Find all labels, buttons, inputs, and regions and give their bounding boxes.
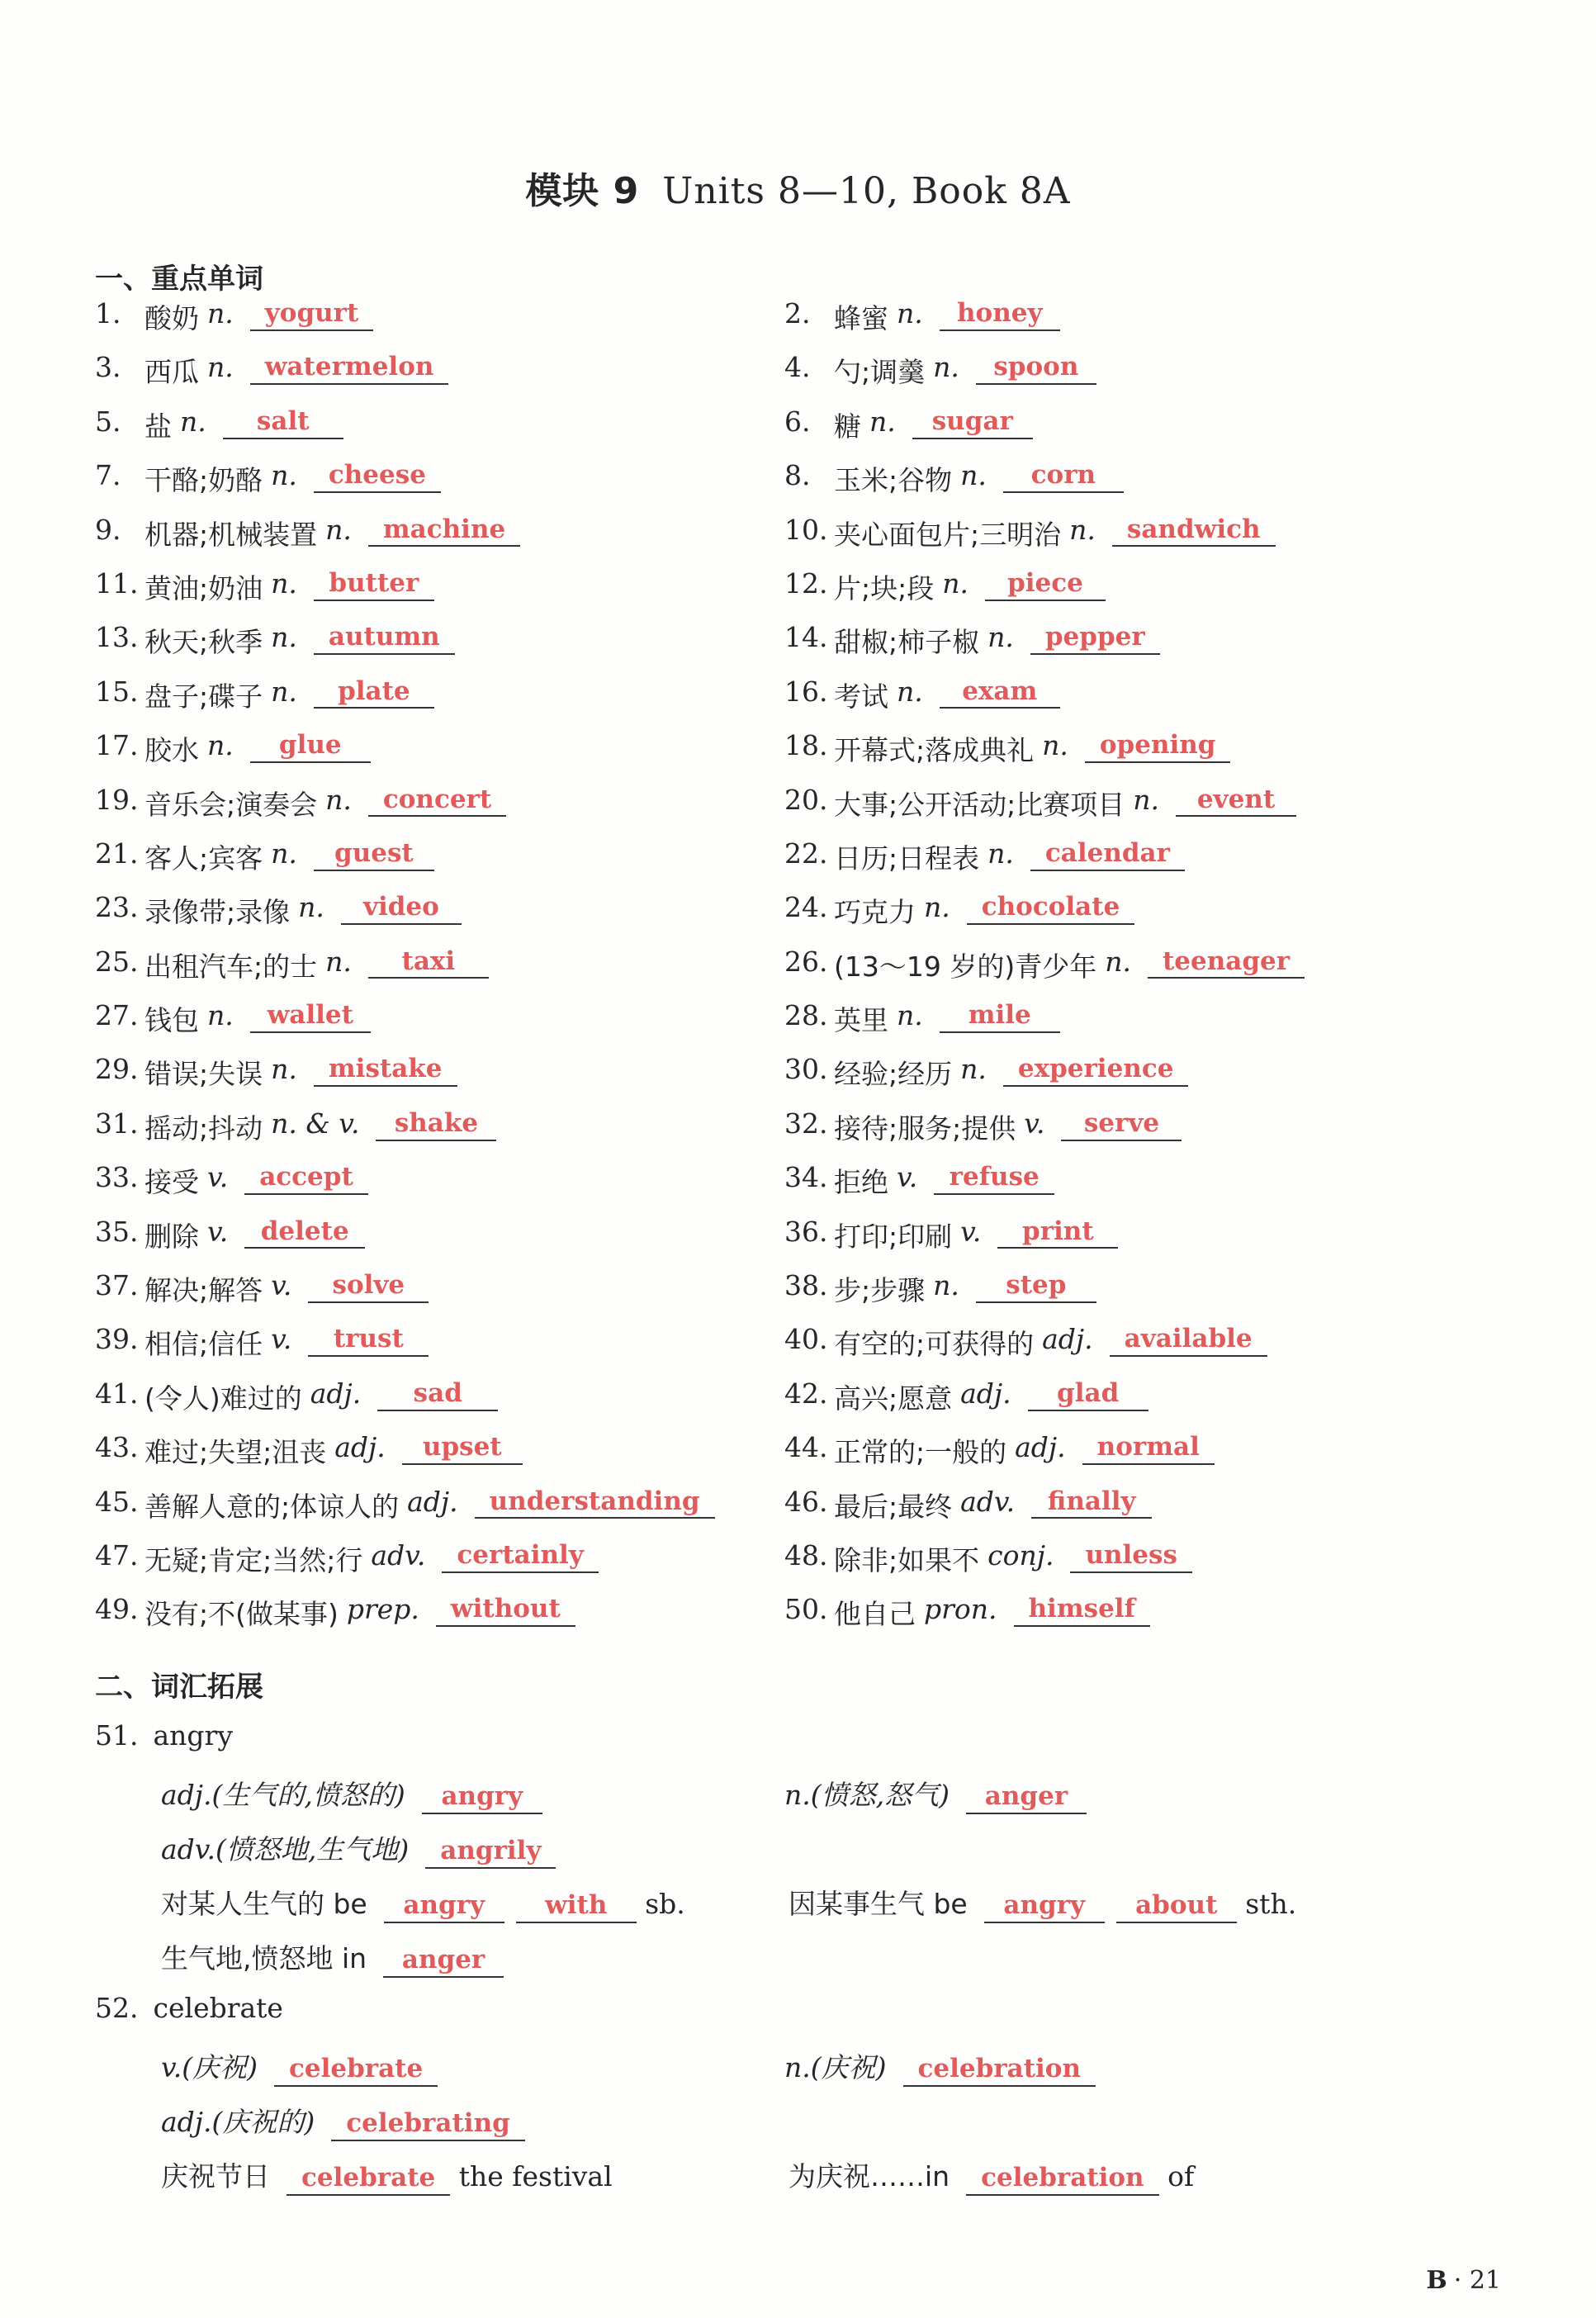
- page-title: [0, 161, 1596, 214]
- answer-blank: certainly: [442, 1539, 598, 1573]
- answer-blank: autumn: [314, 621, 455, 655]
- vocab-pos: n.: [942, 566, 968, 600]
- ext-item-51: 51. angry: [95, 1719, 233, 1752]
- vocab-item: [784, 459, 1548, 513]
- vocab-pos: n.: [298, 891, 324, 924]
- vocab-item: [784, 784, 1548, 837]
- vocab-chinese: 出租汽车;的士: [144, 950, 318, 983]
- vocab-pos: n.: [207, 999, 234, 1032]
- vocab-chinese: 胶水: [144, 734, 199, 767]
- vocab-item: [784, 675, 1548, 729]
- vocab-number: 38.: [784, 1269, 828, 1302]
- vocab-item: [95, 1593, 784, 1647]
- vocab-chinese: 秋天;秋季: [144, 626, 263, 659]
- vocab-number: 26.: [784, 945, 828, 978]
- vocab-item: [95, 1269, 784, 1323]
- vocab-chinese: 盘子;碟子: [144, 680, 263, 713]
- vocab-pos: adj.: [1042, 1323, 1093, 1356]
- vocab-number: 35.: [95, 1215, 139, 1248]
- answer-blank: normal: [1082, 1431, 1215, 1465]
- section-heading-vocab-extension: 二、词汇拓展: [95, 1671, 263, 1704]
- answer-blank: opening: [1085, 729, 1231, 763]
- vocab-number: 30.: [784, 1053, 828, 1086]
- vocab-pos: n.: [933, 351, 959, 384]
- vocab-item: [95, 514, 784, 567]
- answer-blank: event: [1176, 784, 1296, 818]
- ext-line-verb: v.(庆祝) celebrate: [161, 2046, 438, 2087]
- vocab-chinese: 删除: [144, 1220, 199, 1253]
- vocab-item: [784, 837, 1548, 891]
- answer-blank: watermelon: [250, 351, 449, 385]
- vocab-chinese: 难过;失望;沮丧: [144, 1436, 327, 1469]
- vocab-chinese: 蜂蜜: [834, 302, 888, 334]
- answer-blank: cheese: [314, 459, 441, 493]
- vocab-item: [95, 729, 784, 783]
- vocab-item: [784, 514, 1548, 567]
- answer-blank: celebration: [903, 2053, 1096, 2087]
- vocab-item: [784, 1107, 1548, 1161]
- answer-blank: angry: [422, 1780, 542, 1814]
- vocab-chinese: 机器;机械装置: [144, 518, 318, 551]
- answer-blank: step: [976, 1269, 1096, 1303]
- vocab-pos: n.: [325, 513, 352, 546]
- vocab-item: [95, 1053, 784, 1107]
- vocab-item: [784, 567, 1548, 621]
- vocab-pos: n.: [897, 999, 923, 1032]
- vocab-number: 3.: [95, 351, 121, 384]
- answer-blank: celebration: [966, 2162, 1159, 2196]
- answer-blank: celebrating: [331, 2107, 525, 2141]
- ext-line-noun: n.(愤怒,怒气) anger: [784, 1774, 1087, 1814]
- vocab-number: 22.: [784, 837, 828, 870]
- vocab-number: 10.: [784, 513, 828, 546]
- answer-blank: taxi: [368, 946, 489, 979]
- vocab-item: [95, 1107, 784, 1161]
- vocab-pos: v.: [271, 1323, 292, 1356]
- answer-blank: unless: [1070, 1539, 1191, 1573]
- vocab-number: 19.: [95, 783, 139, 816]
- vocab-item: [95, 621, 784, 675]
- vocab-item: [95, 675, 784, 729]
- vocab-chinese: 他自己: [834, 1598, 916, 1631]
- answer-blank: honey: [940, 297, 1060, 331]
- vocab-pos: n.: [271, 621, 297, 654]
- vocab-pos: n.: [1042, 729, 1068, 762]
- vocab-pos: v.: [271, 1269, 292, 1302]
- vocab-number: 48.: [784, 1538, 828, 1571]
- vocab-chinese: 甜椒;柿子椒: [834, 626, 980, 659]
- vocab-chinese: 接待;服务;提供: [834, 1112, 1016, 1145]
- vocab-number: 1.: [95, 297, 121, 329]
- vocab-chinese: 日历;日程表: [834, 841, 980, 875]
- ext-line-celebration: n.(庆祝) celebration: [784, 2046, 1096, 2087]
- vocab-pos: v.: [207, 1161, 229, 1194]
- vocab-pos: n.: [933, 1269, 959, 1302]
- answer-blank: chocolate: [967, 891, 1135, 925]
- vocab-item: [784, 1161, 1548, 1215]
- vocab-pos: conj.: [987, 1538, 1054, 1571]
- vocab-chinese: 最后;最终: [834, 1490, 953, 1523]
- vocab-number: 23.: [95, 891, 139, 924]
- vocab-item: [784, 405, 1548, 459]
- vocab-item: [784, 621, 1548, 675]
- answer-blank: celebrate: [287, 2162, 450, 2196]
- vocab-chinese: 除非;如果不: [834, 1543, 980, 1576]
- vocab-number: 36.: [784, 1215, 828, 1248]
- vocab-chinese: 录像带;录像: [144, 896, 291, 929]
- vocab-number: 32.: [784, 1107, 828, 1140]
- vocab-pos: n.: [987, 837, 1014, 870]
- vocab-item: [95, 891, 784, 945]
- vocab-pos: n. & v.: [271, 1107, 360, 1140]
- answer-blank: machine: [368, 514, 520, 548]
- vocab-pos: adj.: [310, 1377, 362, 1410]
- vocab-chinese: 解决;解答: [144, 1274, 263, 1307]
- vocab-chinese: 打印;印刷: [834, 1220, 953, 1253]
- vocab-number: 9.: [95, 513, 121, 546]
- answer-blank: trust: [308, 1323, 429, 1357]
- section-heading-key-words: 一、重点单词: [95, 263, 263, 296]
- vocab-chinese: 盐: [144, 410, 172, 443]
- vocab-chinese: 玉米;谷物: [834, 464, 953, 497]
- vocab-chinese: 有空的;可获得的: [834, 1328, 1035, 1361]
- answer-blank: understanding: [475, 1486, 715, 1519]
- vocab-number: 24.: [784, 891, 828, 924]
- vocab-chinese: 片;块;段: [834, 571, 935, 604]
- answer-blank: video: [341, 891, 462, 925]
- answer-blank: anger: [383, 1944, 504, 1978]
- vocab-pos: n.: [271, 1053, 297, 1086]
- units-label: Units 8—10, Book 8A: [662, 170, 1071, 212]
- vocab-list: [95, 297, 1548, 1647]
- vocab-chinese: (令人)难过的: [144, 1382, 302, 1415]
- vocab-pos: n.: [207, 351, 234, 384]
- vocab-pos: n.: [207, 297, 234, 329]
- vocab-number: 4.: [784, 351, 811, 384]
- answer-blank: refuse: [934, 1161, 1054, 1195]
- vocab-pos: n.: [960, 1053, 987, 1086]
- answer-blank: sad: [377, 1377, 498, 1411]
- answer-blank: salt: [223, 405, 343, 439]
- vocab-number: 7.: [95, 459, 121, 492]
- answer-blank: wallet: [250, 999, 371, 1033]
- vocab-number: 21.: [95, 837, 139, 870]
- answer-blank: shake: [376, 1107, 496, 1141]
- vocab-item: [784, 1216, 1548, 1269]
- vocab-number: 44.: [784, 1431, 828, 1464]
- vocab-number: 28.: [784, 999, 828, 1032]
- footer-letter: B: [1426, 2266, 1447, 2295]
- vocab-pos: adj.: [334, 1431, 386, 1464]
- vocab-pos: n.: [897, 297, 923, 329]
- vocab-pos: n.: [1105, 945, 1131, 978]
- ext-line-adj-celebrating: adj.(庆祝的) celebrating: [161, 2101, 525, 2141]
- vocab-chinese: 酸奶: [144, 302, 199, 334]
- vocab-number: 41.: [95, 1377, 139, 1410]
- vocab-item: [95, 1216, 784, 1269]
- vocab-chinese: 干酪;奶酪: [144, 464, 263, 497]
- vocab-number: 12.: [784, 566, 828, 600]
- vocab-pos: adj.: [1015, 1431, 1066, 1464]
- answer-blank: exam: [940, 675, 1060, 709]
- vocab-chinese: (13～19 岁的)青少年: [834, 950, 1097, 983]
- vocab-pos: adv.: [960, 1485, 1016, 1518]
- answer-blank: pepper: [1030, 621, 1160, 655]
- answer-blank: finally: [1031, 1486, 1152, 1519]
- vocab-pos: n.: [271, 675, 297, 708]
- answer-blank: glue: [250, 729, 371, 763]
- answer-blank: angrily: [425, 1835, 556, 1869]
- vocab-chinese: 相信;信任: [144, 1328, 263, 1361]
- vocab-chinese: 音乐会;演奏会: [144, 788, 318, 821]
- vocab-number: 20.: [784, 783, 828, 816]
- vocab-item: [95, 1161, 784, 1215]
- answer-blank: angry: [384, 1889, 504, 1923]
- vocab-pos: n.: [1133, 783, 1159, 816]
- answer-blank: experience: [1003, 1053, 1189, 1087]
- vocab-pos: n.: [271, 459, 297, 492]
- module-label: 模块 9: [525, 170, 640, 212]
- vocab-pos: adj.: [407, 1485, 458, 1518]
- vocab-item: [95, 946, 784, 999]
- ext-line-angry-with: 对某人生气的 be angry with sb.: [161, 1883, 685, 1923]
- vocab-number: 34.: [784, 1161, 828, 1194]
- answer-blank: himself: [1014, 1593, 1150, 1627]
- vocab-number: 17.: [95, 729, 139, 762]
- ext-line-adj: adj.(生气的,愤怒的) angry: [161, 1774, 542, 1814]
- vocab-item: [95, 999, 784, 1053]
- vocab-item: [95, 1377, 784, 1431]
- vocab-chinese: 正常的;一般的: [834, 1436, 1007, 1469]
- vocab-item: [95, 1323, 784, 1377]
- vocab-pos: n.: [325, 783, 352, 816]
- vocab-item: [95, 297, 784, 351]
- answer-blank: yogurt: [250, 297, 374, 331]
- vocab-pos: adv.: [371, 1538, 426, 1571]
- vocab-number: 33.: [95, 1161, 139, 1194]
- vocab-chinese: 开幕式;落成典礼: [834, 734, 1035, 767]
- page-footer: [1426, 2266, 1501, 2295]
- vocab-chinese: 步;步骤: [834, 1274, 926, 1307]
- vocab-pos: v.: [960, 1215, 982, 1248]
- vocab-chinese: 夹心面包片;三明治: [834, 518, 1062, 551]
- vocab-number: 39.: [95, 1323, 139, 1356]
- vocab-item: [784, 1431, 1548, 1485]
- vocab-item: [784, 999, 1548, 1053]
- vocab-number: 8.: [784, 459, 811, 492]
- vocab-chinese: 错误;失误: [144, 1058, 263, 1091]
- answer-blank: solve: [308, 1269, 429, 1303]
- answer-blank: accept: [244, 1161, 368, 1195]
- vocab-chinese: 拒绝: [834, 1166, 888, 1199]
- vocab-number: 31.: [95, 1107, 139, 1140]
- answer-blank: piece: [985, 567, 1106, 601]
- vocab-item: [95, 351, 784, 405]
- vocab-pos: n.: [207, 729, 234, 762]
- answer-blank: serve: [1061, 1107, 1182, 1141]
- answer-blank: available: [1110, 1323, 1267, 1357]
- ext-line-in-anger: 生气地,愤怒地 in anger: [161, 1937, 504, 1978]
- answer-blank: guest: [314, 837, 434, 871]
- vocab-item: [784, 1053, 1548, 1107]
- vocab-number: 27.: [95, 999, 139, 1032]
- vocab-chinese: 西瓜: [144, 356, 199, 389]
- vocab-pos: prep.: [346, 1593, 419, 1626]
- ext-line-in-celebration-of: 为庆祝……in celebration of: [789, 2155, 1194, 2196]
- vocab-chinese: 钱包: [144, 1004, 199, 1037]
- vocab-chinese: 考试: [834, 680, 888, 713]
- vocab-number: 43.: [95, 1431, 139, 1464]
- vocab-pos: n.: [180, 405, 206, 438]
- answer-blank: print: [997, 1216, 1118, 1249]
- vocab-pos: v.: [207, 1215, 229, 1248]
- vocab-pos: pron.: [924, 1593, 997, 1626]
- vocab-pos: adj.: [960, 1377, 1011, 1410]
- vocab-pos: n.: [924, 891, 950, 924]
- vocab-pos: n.: [271, 837, 297, 870]
- vocab-pos: n.: [897, 675, 923, 708]
- vocab-item: [95, 1486, 784, 1539]
- vocab-number: 25.: [95, 945, 139, 978]
- answer-blank: with: [516, 1889, 637, 1923]
- vocab-number: 14.: [784, 621, 828, 654]
- answer-blank: glad: [1028, 1377, 1148, 1411]
- vocab-item: [784, 946, 1548, 999]
- answer-blank: teenager: [1148, 946, 1305, 979]
- vocab-chinese: 没有;不(做某事): [144, 1598, 339, 1631]
- vocab-item: [784, 351, 1548, 405]
- vocab-pos: n.: [869, 405, 896, 438]
- vocab-item: [784, 1593, 1548, 1647]
- answer-blank: mile: [940, 999, 1060, 1033]
- vocab-number: 37.: [95, 1269, 139, 1302]
- vocab-item: [784, 1323, 1548, 1377]
- vocab-item: [784, 297, 1548, 351]
- vocab-number: 45.: [95, 1485, 139, 1518]
- answer-blank: sandwich: [1112, 514, 1276, 548]
- vocab-item: [95, 1539, 784, 1593]
- vocab-number: 50.: [784, 1593, 828, 1626]
- answer-blank: mistake: [314, 1053, 457, 1087]
- vocab-chinese: 高兴;愿意: [834, 1382, 953, 1415]
- vocab-item: [95, 784, 784, 837]
- vocab-number: 47.: [95, 1538, 139, 1571]
- vocab-chinese: 糖: [834, 410, 861, 443]
- vocab-item: [784, 1539, 1548, 1593]
- vocab-chinese: 接受: [144, 1166, 199, 1199]
- vocab-number: 5.: [95, 405, 121, 438]
- vocab-item: [95, 837, 784, 891]
- answer-blank: anger: [966, 1780, 1087, 1814]
- vocab-item: [784, 1269, 1548, 1323]
- answer-blank: corn: [1003, 459, 1124, 493]
- answer-blank: concert: [368, 784, 506, 818]
- answer-blank: celebrate: [274, 2053, 438, 2087]
- vocab-pos: n.: [960, 459, 987, 492]
- vocab-chinese: 黄油;奶油: [144, 571, 263, 604]
- vocab-number: 29.: [95, 1053, 139, 1086]
- vocab-number: 46.: [784, 1485, 828, 1518]
- answer-blank: calendar: [1030, 837, 1185, 871]
- vocab-pos: v.: [897, 1161, 918, 1194]
- vocab-item: [784, 891, 1548, 945]
- vocab-number: 11.: [95, 566, 139, 600]
- vocab-item: [784, 729, 1548, 783]
- vocab-item: [95, 567, 784, 621]
- vocab-chinese: 无疑;肯定;当然;行: [144, 1543, 363, 1576]
- page-number: · 21: [1453, 2266, 1501, 2295]
- answer-blank: without: [436, 1593, 575, 1627]
- answer-blank: about: [1116, 1889, 1237, 1923]
- vocab-item: [95, 1431, 784, 1485]
- answer-blank: angry: [984, 1889, 1105, 1923]
- vocab-item: [95, 405, 784, 459]
- vocab-number: 18.: [784, 729, 828, 762]
- vocab-number: 13.: [95, 621, 139, 654]
- vocab-pos: n.: [271, 566, 297, 600]
- answer-blank: upset: [402, 1431, 523, 1465]
- ext-line-celebrate-festival: 庆祝节日 celebrate the festival: [161, 2155, 613, 2196]
- vocab-item: [784, 1377, 1548, 1431]
- ext-line-angry-about: 因某事生气 be angry about sth.: [789, 1883, 1296, 1923]
- vocab-chinese: 摇动;抖动: [144, 1112, 263, 1145]
- vocab-number: 42.: [784, 1377, 828, 1410]
- vocab-item: [95, 459, 784, 513]
- answer-blank: delete: [244, 1216, 365, 1249]
- vocab-pos: n.: [1069, 513, 1096, 546]
- vocab-chinese: 勺;调羹: [834, 356, 926, 389]
- vocab-chinese: 客人;宾客: [144, 841, 263, 875]
- vocab-number: 15.: [95, 675, 139, 708]
- vocab-number: 40.: [784, 1323, 828, 1356]
- vocab-chinese: 大事;公开活动;比赛项目: [834, 788, 1125, 821]
- vocab-chinese: 经验;经历: [834, 1058, 953, 1091]
- vocab-item: [784, 1486, 1548, 1539]
- vocab-chinese: 巧克力: [834, 896, 916, 929]
- vocab-number: 2.: [784, 297, 811, 329]
- ext-line-adv: adv.(愤怒地,生气地) angrily: [161, 1828, 556, 1869]
- vocab-number: 6.: [784, 405, 811, 438]
- answer-blank: plate: [314, 675, 434, 709]
- answer-blank: spoon: [976, 351, 1096, 385]
- vocab-chinese: 英里: [834, 1004, 888, 1037]
- vocab-number: 49.: [95, 1593, 139, 1626]
- ext-item-52: 52. celebrate: [95, 1992, 283, 2024]
- answer-blank: sugar: [912, 405, 1033, 439]
- vocab-number: 16.: [784, 675, 828, 708]
- vocab-chinese: 善解人意的;体谅人的: [144, 1490, 400, 1523]
- vocab-pos: n.: [325, 945, 352, 978]
- answer-blank: butter: [314, 567, 434, 601]
- vocab-pos: n.: [987, 621, 1014, 654]
- vocab-pos: v.: [1024, 1107, 1045, 1140]
